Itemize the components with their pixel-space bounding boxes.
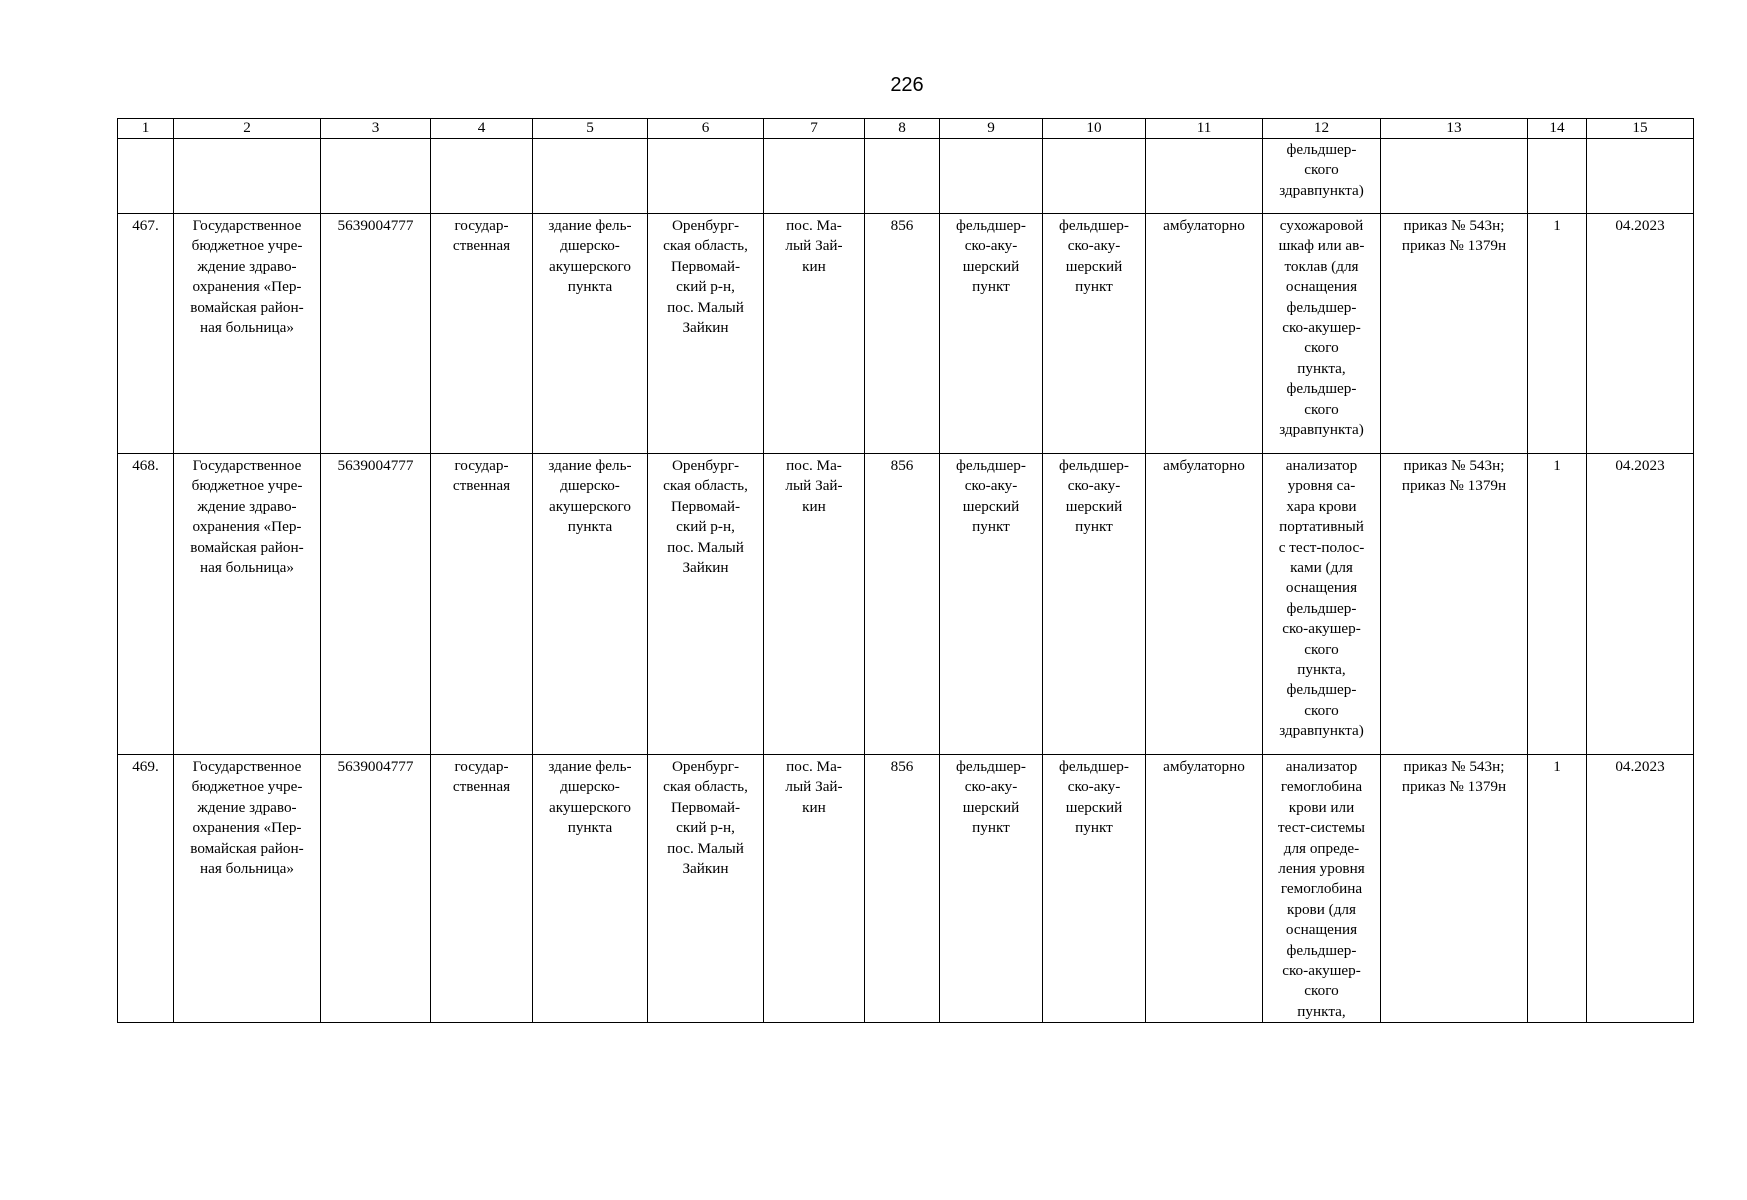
cell-quantity: 1 — [1528, 755, 1587, 1023]
cell-type-a: фельдшер- ско-аку- шерский пункт — [940, 214, 1043, 454]
column-number-row — [118, 119, 1694, 139]
column-number: 4 — [431, 119, 533, 139]
cell-date: 04.2023 — [1587, 214, 1694, 454]
cell-ownership: государ- ственная — [431, 214, 533, 454]
column-number: 11 — [1146, 119, 1263, 139]
cell-type-a: фельдшер- ско-аку- шерский пункт — [940, 454, 1043, 755]
registry-table — [117, 118, 1694, 1023]
cell-ownership: государ- ственная — [431, 454, 533, 755]
cell-address: Оренбург- ская область, Первомай- ский р-н, пос. Малый Зайкин — [648, 755, 764, 1023]
table-row — [118, 454, 1694, 755]
cell-equipment: анализатор гемоглобина крови или тест-системы для опреде- ления уровня гемоглобина крови (для оснащения фельдшер- ско-акушер- ского пункта, — [1263, 755, 1381, 1023]
cell-population: 856 — [865, 454, 940, 755]
cell-settlement: пос. Ма- лый Зай- кин — [764, 454, 865, 755]
cell-address: Оренбург- ская область, Первомай- ский р-н, пос. Малый Зайкин — [648, 214, 764, 454]
cell-organization: Государственное бюджетное учре- ждение здраво- охранения «Пер- вомайская район- ная больница» — [174, 755, 321, 1023]
column-number: 10 — [1043, 119, 1146, 139]
cell-care: амбулаторно — [1146, 214, 1263, 454]
continuation-row — [118, 139, 1694, 214]
column-number: 14 — [1528, 119, 1587, 139]
cell-type-a: фельдшер- ско-аку- шерский пункт — [940, 755, 1043, 1023]
cell-type-b: фельдшер- ско-аку- шерский пункт — [1043, 755, 1146, 1023]
cell-type-b: фельдшер- ско-аку- шерский пункт — [1043, 454, 1146, 755]
cell-ownership: государ- ственная — [431, 755, 533, 1023]
cell-inn: 5639004777 — [321, 755, 431, 1023]
table-row — [118, 755, 1694, 1023]
column-number: 8 — [865, 119, 940, 139]
column-number: 12 — [1263, 119, 1381, 139]
cell-row-number: 468. — [118, 454, 174, 755]
cell-organization: Государственное бюджетное учре- ждение здраво- охранения «Пер- вомайская район- ная больница» — [174, 454, 321, 755]
cell-type-b: фельдшер- ско-аку- шерский пункт — [1043, 214, 1146, 454]
cell-population: 856 — [865, 214, 940, 454]
column-number: 9 — [940, 119, 1043, 139]
cell-quantity: 1 — [1528, 214, 1587, 454]
cell-order: приказ № 543н; приказ № 1379н — [1381, 755, 1528, 1023]
column-number: 2 — [174, 119, 321, 139]
cell-care: амбулаторно — [1146, 454, 1263, 755]
column-number: 13 — [1381, 119, 1528, 139]
column-number: 1 — [118, 119, 174, 139]
column-number: 15 — [1587, 119, 1694, 139]
cell-address: Оренбург- ская область, Первомай- ский р-н, пос. Малый Зайкин — [648, 454, 764, 755]
cell-order: приказ № 543н; приказ № 1379н — [1381, 454, 1528, 755]
cell-order: приказ № 543н; приказ № 1379н — [1381, 214, 1528, 454]
cell-date: 04.2023 — [1587, 454, 1694, 755]
column-number: 5 — [533, 119, 648, 139]
cell-equipment: сухожаровой шкаф или ав- токлав (для оснащения фельдшер- ско-акушер- ского пункта, фельдшер- ского здравпункта) — [1263, 214, 1381, 454]
column-number: 3 — [321, 119, 431, 139]
cell-row-number: 467. — [118, 214, 174, 454]
cell-settlement: пос. Ма- лый Зай- кин — [764, 755, 865, 1023]
cell-object: здание фель- дшерско- акушерского пункта — [533, 454, 648, 755]
cell-object: здание фель- дшерско- акушерского пункта — [533, 755, 648, 1023]
cell-inn: 5639004777 — [321, 214, 431, 454]
column-number: 7 — [764, 119, 865, 139]
table-row — [118, 214, 1694, 454]
cell-population: 856 — [865, 755, 940, 1023]
cell-care: амбулаторно — [1146, 755, 1263, 1023]
page-number: 226 — [890, 74, 924, 96]
cell-settlement: пос. Ма- лый Зай- кин — [764, 214, 865, 454]
cell-equipment: фельдшер- ского здравпункта) — [1263, 139, 1381, 214]
column-number: 6 — [648, 119, 764, 139]
cell-inn: 5639004777 — [321, 454, 431, 755]
cell-object: здание фель- дшерско- акушерского пункта — [533, 214, 648, 454]
cell-equipment: анализатор уровня са- хара крови портативный с тест-полос- ками (для оснащения фельдшер- ско-акушер- ского пункта, фельдшер- ского здравпункта) — [1263, 454, 1381, 755]
cell-quantity: 1 — [1528, 454, 1587, 755]
cell-row-number: 469. — [118, 755, 174, 1023]
cell-organization: Государственное бюджетное учре- ждение здраво- охранения «Пер- вомайская район- ная больница» — [174, 214, 321, 454]
cell-date: 04.2023 — [1587, 755, 1694, 1023]
